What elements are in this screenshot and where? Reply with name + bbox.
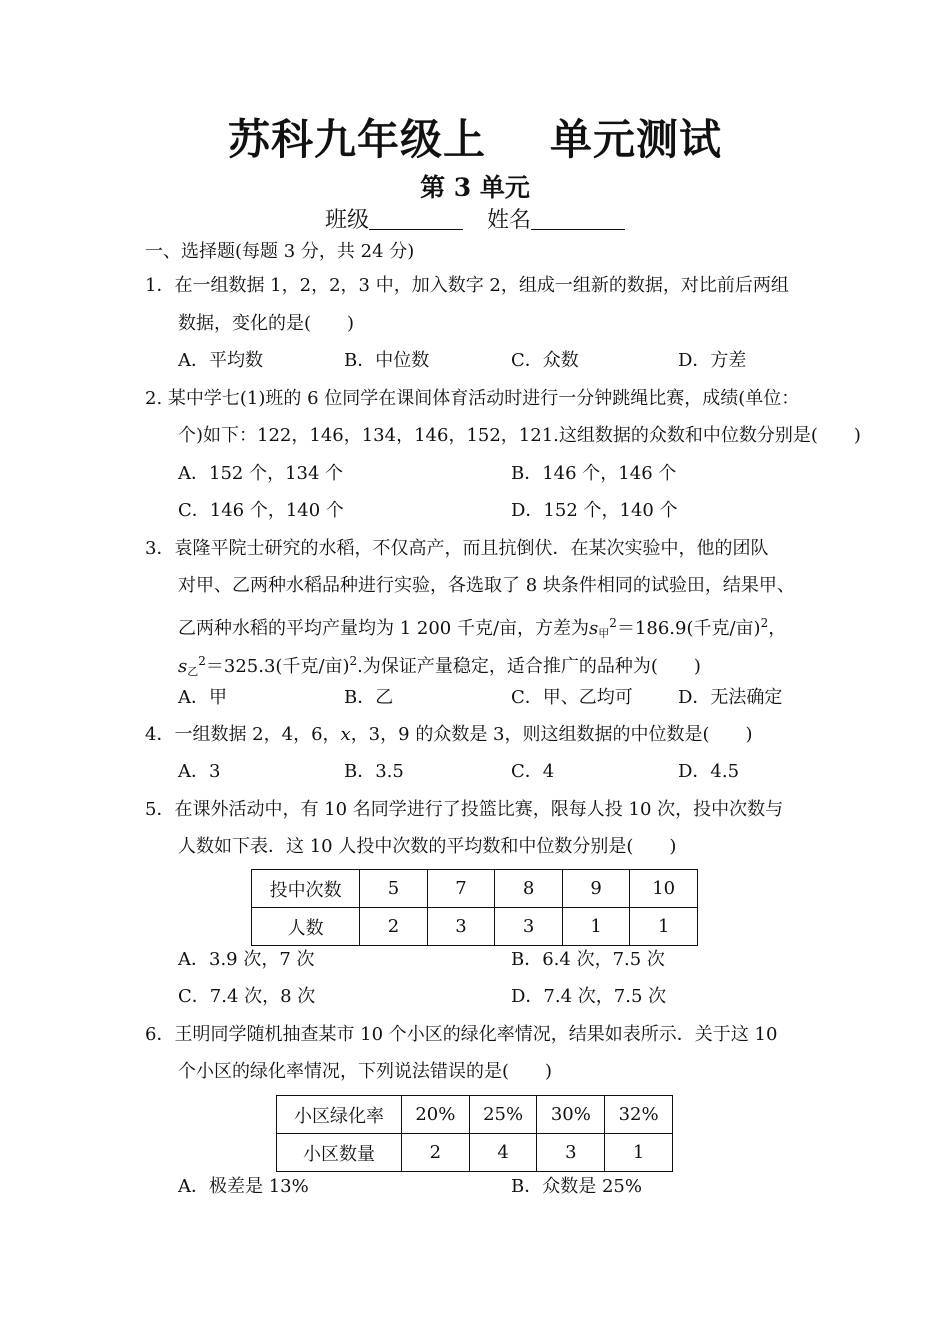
table-cell: 20% — [402, 1096, 470, 1134]
q5-line2: 人数如下表．这 10 人投中次数的平均数和中位数分别是( ) — [178, 836, 677, 857]
q3-comma: ， — [768, 618, 787, 639]
class-label: 班级 — [324, 208, 369, 233]
q1-line1: 1．在一组数据 1，2，2，3 中，加入数字 2，组成一组新的数据，对比前后两组 — [145, 275, 789, 296]
table-cell: 小区数量 — [277, 1134, 402, 1172]
q3-variance-yi: ＝325.3(千克/亩) — [205, 656, 350, 677]
q3-line1: 3．袁隆平院士研究的水稻，不仅高产，而且抗倒伏．在某次实验中，他的团队 — [145, 538, 769, 559]
superscript-2: 2 — [760, 616, 769, 630]
q2-line2: 个)如下：122，146，134，146，152，121.这组数据的众数和中位数分别是( ) — [178, 425, 861, 446]
q3-variance-jia: ＝186.9(千克/亩) — [616, 618, 761, 639]
q3-line3 — [178, 609, 786, 648]
table-row — [252, 908, 698, 946]
q5-option-d: D．7.4 次，7.5 次 — [511, 986, 667, 1007]
q5-option-a: A．3.9 次，7 次 — [178, 949, 315, 970]
table-cell: 30% — [537, 1096, 605, 1134]
table-cell: 10 — [630, 870, 698, 908]
q4-line1 — [145, 721, 753, 749]
table-cell: 4 — [469, 1134, 537, 1172]
q2-line1: 2. 某中学七(1)班的 6 位同学在课间体育活动时进行一分钟跳绳比赛，成绩(单位： — [145, 388, 800, 409]
q1-option-c: C．众数 — [511, 350, 579, 371]
table-cell: 投中次数 — [252, 870, 360, 908]
q3-line2: 对甲、乙两种水稻品种进行实验，各选取了 8 块条件相同的试验田，结果甲、 — [178, 575, 795, 596]
table-cell: 3 — [495, 908, 563, 946]
q2-option-d: D．152 个，140 个 — [511, 500, 678, 521]
q5-option-c: C．7.4 次，8 次 — [178, 986, 316, 1007]
q5-line1: 5．在课外活动中，有 10 名同学进行了投篮比赛，限每人投 10 次，投中次数与 — [145, 799, 784, 820]
name-label: 姓名 — [487, 208, 532, 233]
q4-option-b: B．3.5 — [344, 761, 404, 782]
q6-table — [276, 1095, 673, 1172]
table-cell: 9 — [562, 870, 630, 908]
q2-option-b: B．146 个，146 个 — [511, 463, 677, 484]
table-cell: 1 — [562, 908, 630, 946]
q4-option-a: A．3 — [178, 761, 221, 782]
q2-option-a: A．152 个，134 个 — [178, 463, 344, 484]
table-cell: 3 — [537, 1134, 605, 1172]
q3-option-a: A．甲 — [178, 687, 227, 708]
q3-line4-text: .为保证产量稳定，适合推广的品种为( ) — [357, 656, 701, 677]
q4-text-a: 4．一组数据 2，4，6， — [145, 724, 341, 745]
q3-option-c: C．甲、乙均可 — [511, 687, 633, 708]
subscript-yi: 乙 — [187, 665, 199, 678]
table-cell: 1 — [605, 1134, 673, 1172]
q5-option-b: B．6.4 次，7.5 次 — [511, 949, 665, 970]
q4-option-c: C．4 — [511, 761, 555, 782]
q6-line1: 6．王明同学随机抽查某市 10 个小区的绿化率情况，结果如表所示．关于这 10 — [145, 1024, 778, 1045]
table-cell: 人数 — [252, 908, 360, 946]
q3-line3-text: 乙两种水稻的平均产量均为 1 200 千克/亩，方差为 — [178, 618, 590, 639]
table-cell: 3 — [427, 908, 495, 946]
table-cell: 32% — [605, 1096, 673, 1134]
table-row — [277, 1134, 673, 1172]
table-cell: 5 — [360, 870, 428, 908]
table-row — [277, 1096, 673, 1134]
name-blank — [531, 205, 625, 230]
table-cell: 7 — [427, 870, 495, 908]
q2-option-c: C．146 个，140 个 — [178, 500, 344, 521]
table-cell: 1 — [630, 908, 698, 946]
q4-option-d: D．4.5 — [678, 761, 740, 782]
q1-option-d: D．方差 — [678, 350, 747, 371]
q6-option-b: B．众数是 25% — [511, 1176, 642, 1197]
table-cell: 2 — [360, 908, 428, 946]
variance-symbol: s — [589, 618, 599, 639]
q3-option-d: D．无法确定 — [678, 687, 783, 708]
title-left: 苏科九年级上 — [227, 115, 486, 164]
q1-option-b: B．中位数 — [344, 350, 430, 371]
subscript-jia: 甲 — [598, 627, 610, 640]
q4-text-b: ，3，9 的众数是 3，则这组数据的中位数是( ) — [350, 724, 753, 745]
table-cell: 8 — [495, 870, 563, 908]
table-cell: 2 — [402, 1134, 470, 1172]
page-title — [0, 110, 950, 170]
table-row — [252, 870, 698, 908]
class-blank — [369, 205, 463, 230]
q6-option-a: A．极差是 13% — [178, 1176, 309, 1197]
title-right: 单元测试 — [550, 115, 723, 164]
q3-line4 — [178, 647, 701, 686]
section-heading: 一、选择题(每题 3 分，共 24 分) — [145, 241, 415, 262]
q5-table — [251, 869, 698, 946]
table-cell: 小区绿化率 — [277, 1096, 402, 1134]
q1-line2: 数据，变化的是( ) — [178, 313, 355, 334]
variance-symbol: s — [178, 656, 188, 677]
superscript-2: 2 — [609, 616, 617, 630]
superscript-2: 2 — [198, 654, 206, 668]
q3-option-b: B．乙 — [344, 687, 394, 708]
unit-subtitle: 第 3 单元 — [420, 173, 530, 202]
variable-x: x — [340, 724, 351, 745]
q6-line2: 个小区的绿化率情况，下列说法错误的是( ) — [178, 1061, 553, 1082]
superscript-2: 2 — [349, 654, 358, 668]
q1-option-a: A．平均数 — [178, 350, 263, 371]
student-info-line — [0, 204, 950, 238]
table-cell: 25% — [469, 1096, 537, 1134]
